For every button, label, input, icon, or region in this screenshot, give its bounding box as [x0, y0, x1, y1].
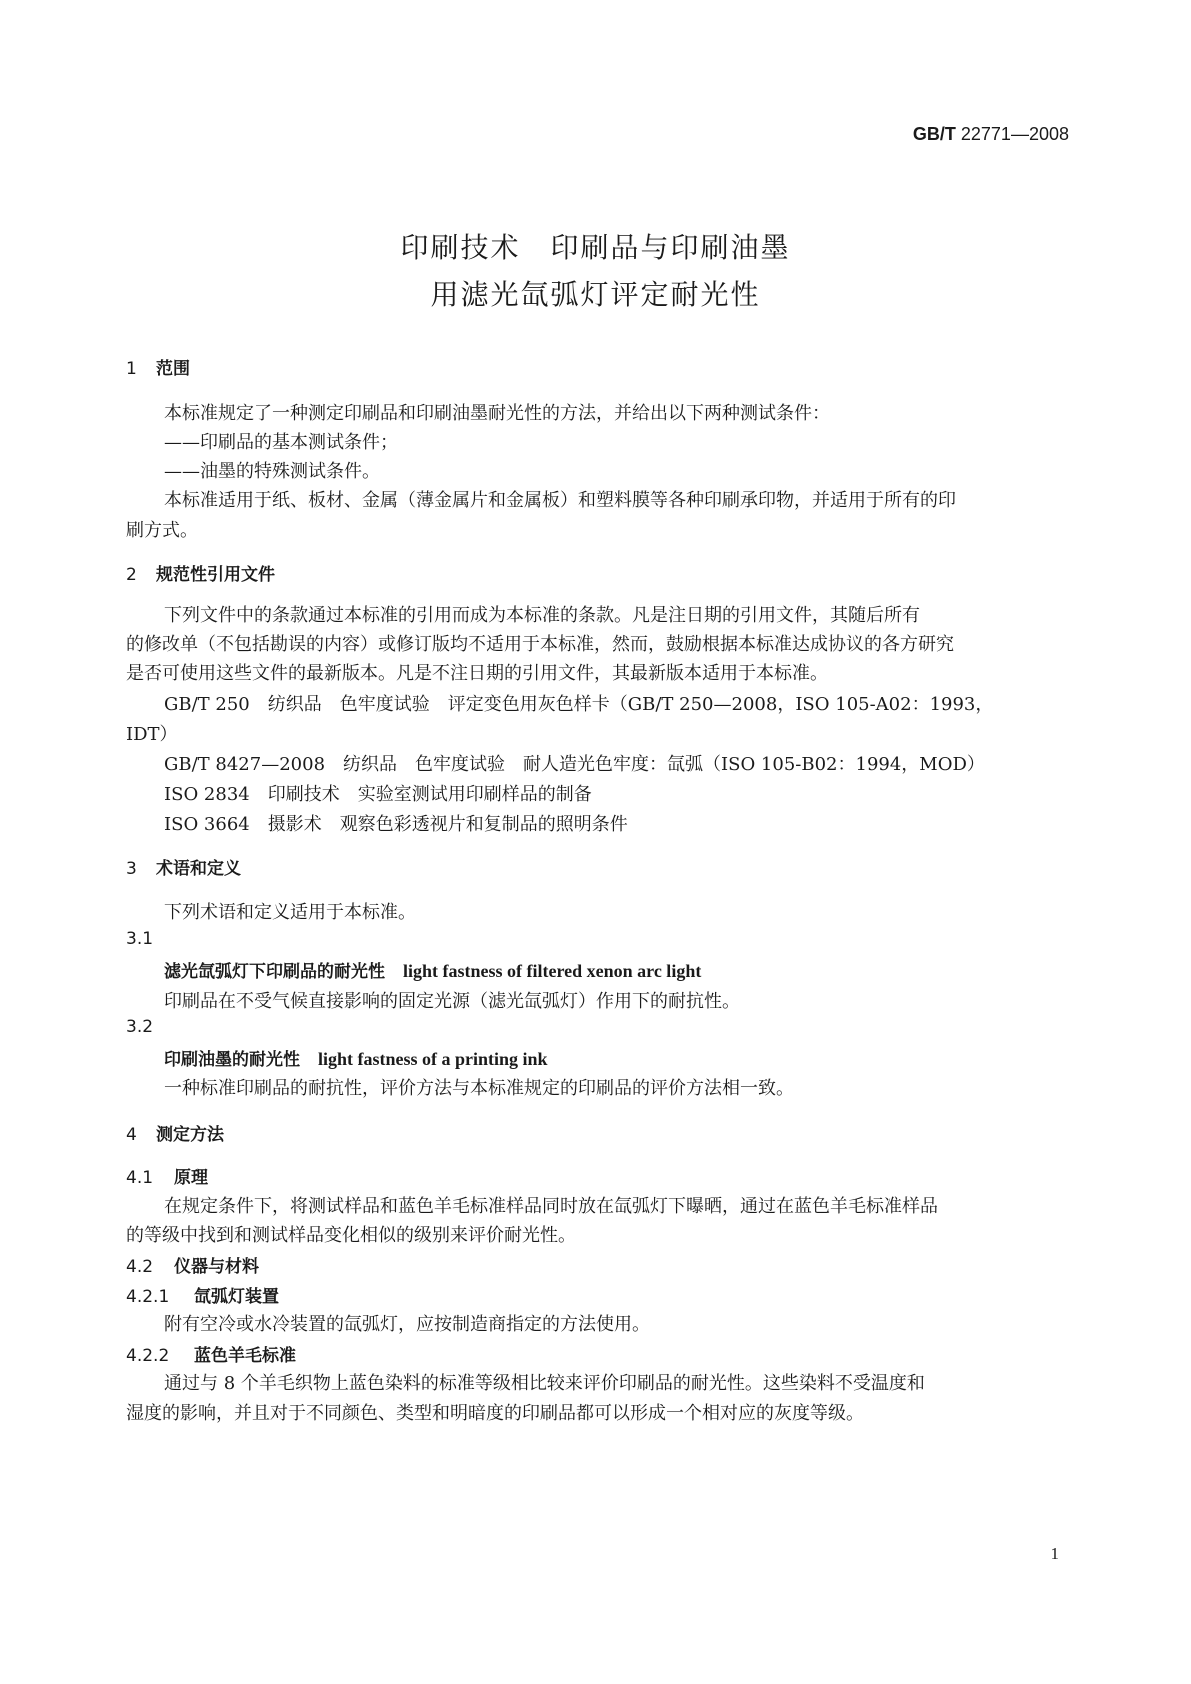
section-2-paragraph: 下列文件中的条款通过本标准的引用而成为本标准的条款。凡是注日期的引用文件，其随后所有 [164, 605, 920, 626]
section-4-2-1-heading [126, 1282, 1191, 1307]
document-title-line-2: 用滤光氙弧灯评定耐光性 [430, 278, 761, 311]
term-3-1-cn: 滤光氙弧灯下印刷品的耐光性 [164, 962, 385, 982]
section-4-2-2-heading [126, 1341, 1191, 1366]
section-4-2-2-paragraph-cont: 湿度的影响，并且对于不同颜色、类型和明暗度的印刷品都可以形成一个相对应的灰度等级。 [126, 1403, 864, 1424]
section-4-number: 4 [126, 1125, 137, 1145]
section-1-scope-paragraph: 本标准适用于纸、板材、金属（薄金属片和金属板）和塑料膜等各种印刷承印物，并适用于所有的印 [164, 490, 956, 511]
reference-iso-2834: ISO 2834 印刷技术 实验室测试用印刷样品的制备 [164, 784, 592, 805]
section-2-paragraph-cont: 是否可使用这些文件的最新版本。凡是不注日期的引用文件，其最新版本适用于本标准。 [126, 663, 828, 684]
reference-gbt-250-cont: IDT） [126, 724, 178, 745]
section-4-1-paragraph: 在规定条件下，将测试样品和蓝色羊毛标准样品同时放在氙弧灯下曝晒，通过在蓝色羊毛标准样品 [164, 1196, 938, 1217]
section-2-title: 规范性引用文件 [156, 565, 275, 585]
section-4-1-paragraph-cont: 的等级中找到和测试样品变化相似的级别来评价耐光性。 [126, 1225, 576, 1246]
standard-code-number: 22771—2008 [960, 124, 1069, 144]
page-number: 1 [1050, 1544, 1059, 1563]
section-4-2-2-number: 4.2.2 [126, 1346, 170, 1366]
reference-gbt-250: GB/T 250 纺织品 色牢度试验 评定变色用灰色样卡（GB/T 250—2008，ISO 105-A02：1993， [164, 694, 994, 715]
section-3-paragraph: 下列术语和定义适用于本标准。 [164, 902, 416, 923]
section-1-paragraph: 本标准规定了一种测定印刷品和印刷油墨耐光性的方法，并给出以下两种测试条件： [164, 403, 830, 424]
section-1-title: 范围 [156, 359, 190, 379]
term-3-2-heading [164, 1045, 1191, 1070]
term-3-2-en: light fastness of a printing ink [318, 1049, 548, 1069]
section-4-2-1-title: 氙弧灯装置 [194, 1287, 279, 1307]
reference-gbt-8427: GB/T 8427—2008 纺织品 色牢度试验 耐人造光色牢度：氙弧（ISO 105-B02：1994，MOD） [164, 754, 985, 775]
section-4-2-title: 仪器与材料 [174, 1257, 259, 1277]
section-4-1-number: 4.1 [126, 1168, 154, 1188]
section-2-paragraph-cont: 的修改单（不包括勘误的内容）或修订版均不适用于本标准，然而，鼓励根据本标准达成协议的各方研究 [126, 634, 954, 655]
section-4-1-heading [126, 1163, 1191, 1188]
section-1-list-item: ——印刷品的基本测试条件； [164, 432, 398, 453]
term-3-2-number: 3.2 [126, 1017, 154, 1037]
section-4-2-number: 4.2 [126, 1257, 154, 1277]
section-3-heading [126, 854, 1191, 879]
reference-iso-3664: ISO 3664 摄影术 观察色彩透视片和复制品的照明条件 [164, 814, 628, 835]
term-3-1-heading [164, 957, 1191, 982]
section-4-heading [126, 1120, 1191, 1145]
section-1-list-item: ——油墨的特殊测试条件。 [164, 461, 380, 482]
term-3-2-definition: 一种标准印刷品的耐抗性，评价方法与本标准规定的印刷品的评价方法相一致。 [164, 1078, 794, 1099]
section-3-number: 3 [126, 859, 137, 879]
section-4-title: 测定方法 [156, 1125, 224, 1145]
standard-code-prefix: GB/T [912, 124, 956, 144]
section-4-2-1-number: 4.2.1 [126, 1287, 170, 1307]
section-1-number: 1 [126, 359, 137, 379]
section-4-2-2-paragraph: 通过与 8 个羊毛织物上蓝色染料的标准等级相比较来评价印刷品的耐光性。这些染料不受温度和 [164, 1373, 925, 1394]
section-1-scope-paragraph-cont: 刷方式。 [126, 520, 198, 541]
section-4-1-title: 原理 [174, 1168, 208, 1188]
term-3-2-cn: 印刷油墨的耐光性 [164, 1050, 300, 1070]
section-4-2-1-paragraph: 附有空冷或水冷装置的氙弧灯，应按制造商指定的方法使用。 [164, 1314, 650, 1335]
section-4-2-heading [126, 1252, 1191, 1277]
section-3-title: 术语和定义 [156, 859, 241, 879]
term-3-1-en: light fastness of filtered xenon arc light [403, 961, 702, 981]
section-2-number: 2 [126, 565, 137, 585]
section-2-heading [126, 560, 1191, 585]
term-3-1-definition: 印刷品在不受气候直接影响的固定光源（滤光氙弧灯）作用下的耐抗性。 [164, 991, 740, 1012]
term-3-1-number: 3.1 [126, 929, 154, 949]
section-1-heading [126, 354, 1191, 379]
document-title-line-1: 印刷技术 印刷品与印刷油墨 [400, 231, 791, 264]
standard-code [0, 124, 1069, 145]
section-4-2-2-title: 蓝色羊毛标准 [194, 1346, 296, 1366]
